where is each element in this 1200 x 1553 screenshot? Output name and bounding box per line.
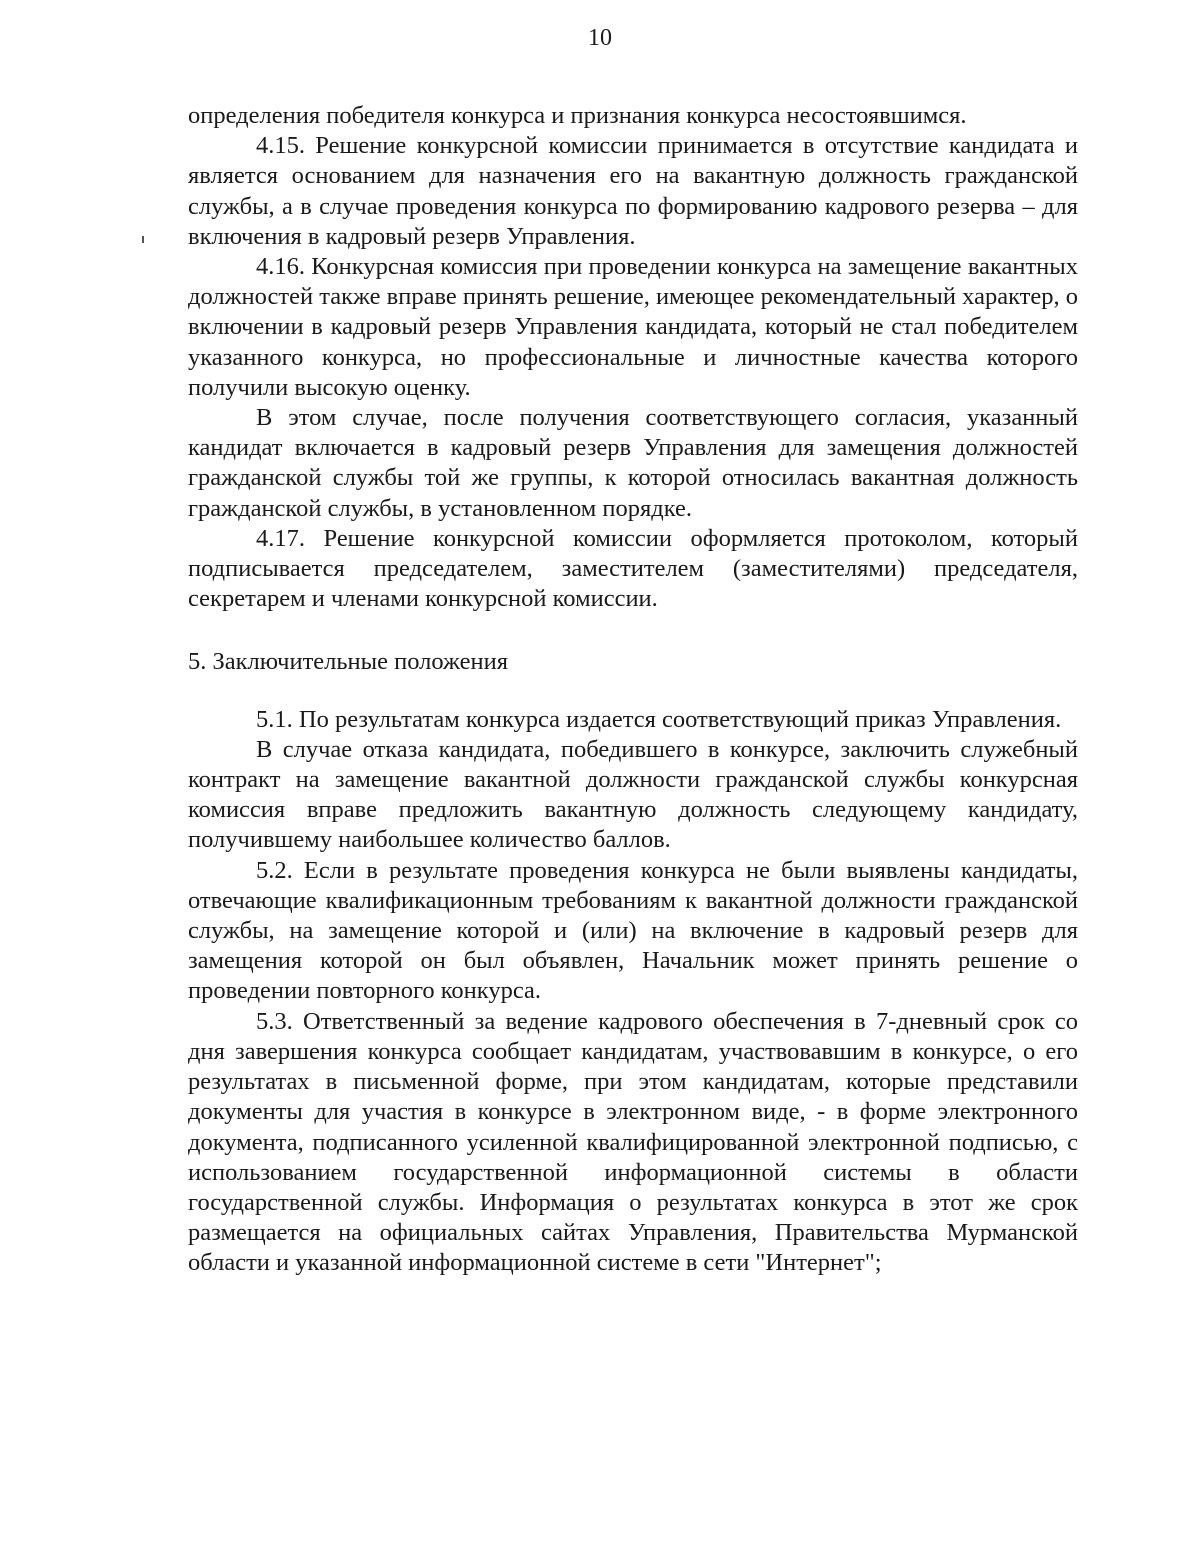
section-heading: 5. Заключительные положения [188,648,509,676]
document-body [188,101,1078,1279]
paragraph: определения победителя конкурса и признания конкурса несостоявшимся. [188,102,967,129]
section-5-body [188,705,1078,1279]
paragraph: 4.15. Решение конкурсной комиссии принимается в отсутствие кандидата и является основанием для назначения его на вакантную должность гражданской службы, а в случае проведения конкурса по формированию кадрового резерва – для включения в кадровый резерв Управления. [188,132,1078,250]
page-number: 10 [588,25,612,51]
scan-mark [142,236,144,243]
paragraph: В этом случае, после получения соответствующего согласия, указанный кандидат включается в кадровый резерв Управления для замещения должностей гражданской службы той же группы, к которой относилась вакантная должность гражданской службы, в установленном порядке. [188,404,1078,522]
paragraph: В случае отказа кандидата, победившего в конкурсе, заключить служебный контракт на замещение вакантной должности гражданской службы конкурсная комиссия вправе предложить вакантную должность следующему кандидату, получившему наибольшее количество баллов. [188,735,1078,854]
paragraph: 4.17. Решение конкурсной комиссии оформляется протоколом, который подписывается председателем, заместителем (заместителями) председателя, секретарем и членами конкурсной комиссии. [188,524,1078,613]
paragraph: 5.2. Если в результате проведения конкурса не были выявлены кандидаты, отвечающие квалификационным требованиям к вакантной должности гражданской службы, на замещение которой и (или) на включение в кадровый резерв для замещения которой он был объявлен, Начальник может принять решение о проведении повторного конкурса. [188,856,1078,1005]
paragraph: 5.3. Ответственный за ведение кадрового обеспечения в 7-дневный срок со дня завершения конкурса сообщает кандидатам, участвовавшим в конкурсе, о его результатах в письменной форме, при этом кандидатам, которые представили документы для участия в конкурсе в электронном виде, - в форме электронного документа, подписанного усиленной квалифицированной электронной подписью, с использованием государственной информационной системы в области государственной службы. Информация о результатах конкурса в этот же срок размещается на официальных сайтах Управления, Правительства Мурманской области и указанной информационной системе в сети "Интернет"; [188,1007,1078,1277]
paragraph: 5.1. По результатам конкурса издается соответствующий приказ Управления. [256,705,1062,733]
section-4-continuation [188,101,1078,614]
paragraph: 4.16. Конкурсная комиссия при проведении конкурса на замещение вакантных должностей также вправе принять решение, имеющее рекомендательный характер, о включении в кадровый резерв Управления кандидата, который не стал победителем указанного конкурса, но профессиональные и личностные качества которого получили высокую оценку. [188,253,1078,401]
